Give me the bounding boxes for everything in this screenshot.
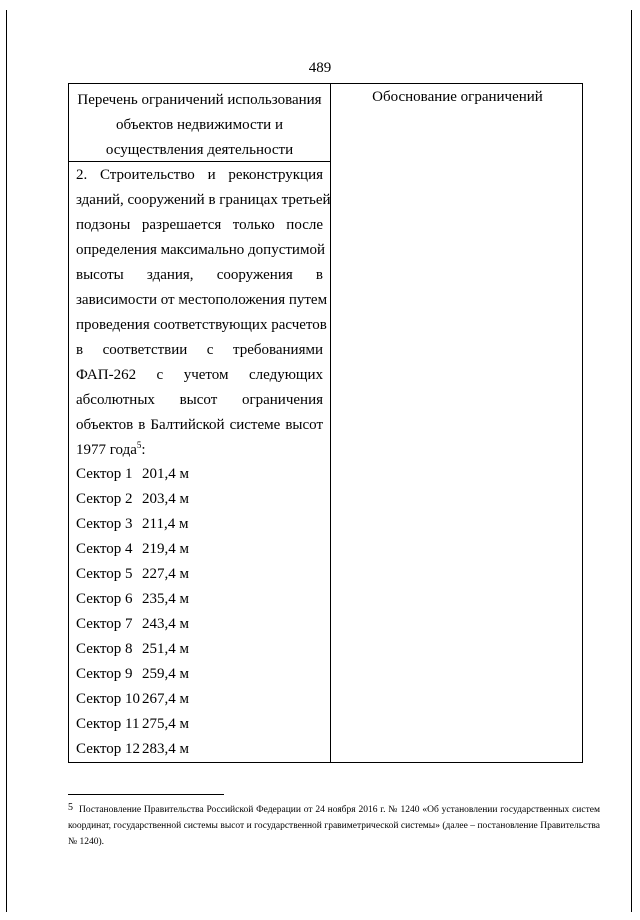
sector-name: Сектор 7 [76, 616, 133, 632]
sector-name: Сектор 8 [76, 641, 133, 657]
sector-row [76, 637, 189, 662]
sector-row [76, 687, 189, 712]
sector-name: Сектор 2 [76, 491, 133, 507]
restriction-paragraph [76, 163, 331, 463]
sector-height: 275,4 м [142, 716, 189, 732]
restrictions-table [68, 83, 583, 763]
sector-name: Сектор 10 [76, 691, 141, 707]
paragraph-last-text: 1977 года [76, 442, 137, 458]
sector-row [76, 487, 189, 512]
page-number: 489 [308, 60, 332, 76]
sector-height: 201,4 м [142, 466, 189, 482]
paragraph-line: ФАП-262 с учетом следующих [76, 367, 323, 383]
paragraph-line: зависимости от местоположения путем [76, 292, 328, 308]
sector-height: 203,4 м [142, 491, 189, 507]
paragraph-line: определения максимально допустимой [76, 242, 325, 258]
paragraph-last-tail: : [141, 442, 146, 458]
paragraph-line: высоты здания, сооружения в [76, 267, 323, 283]
header-left-column [69, 88, 330, 163]
sector-height: 267,4 м [142, 691, 189, 707]
sector-height: 283,4 м [142, 741, 189, 757]
sector-height: 235,4 м [142, 591, 189, 607]
sector-name: Сектор 9 [76, 666, 133, 682]
paragraph-line: в соответствии с требованиями [76, 342, 323, 358]
sector-name: Сектор 5 [76, 566, 133, 582]
sector-row [76, 537, 189, 562]
sector-name: Сектор 1 [76, 466, 133, 482]
sector-row [76, 662, 189, 687]
paragraph-last-line [76, 438, 323, 463]
sector-height: 243,4 м [142, 616, 189, 632]
paragraph-line: абсолютных высот ограничения [76, 392, 323, 408]
sector-height: 211,4 м [142, 516, 189, 532]
footnote-marker: 5 [68, 802, 73, 813]
sector-name: Сектор 4 [76, 541, 133, 557]
paragraph-line: проведения соответствующих расчетов [76, 317, 327, 333]
header-right-column: Обоснование ограничений [372, 89, 543, 105]
sector-name: Сектор 12 [76, 741, 141, 757]
footnote-separator [68, 794, 224, 795]
header-left-line: осуществления деятельности [105, 142, 294, 158]
sector-row [76, 562, 189, 587]
paragraph-line: зданий, сооружений в границах третьей [76, 192, 331, 208]
paragraph-line: объектов в Балтийской системе высот [76, 417, 323, 433]
sector-name: Сектор 11 [76, 716, 140, 732]
sector-row [76, 512, 189, 537]
paragraph-line: подзоны разрешается только после [76, 217, 323, 233]
footnote-text: Постановление Правительства Российской Федерации от 24 ноября 2016 г. № 1240 «Об установлении государственных систем координат, государственной системы высот и государственной гравиметрической системы» (далее – постановление Правительства № 1240). [68, 805, 600, 847]
sector-row [76, 737, 189, 762]
sector-height: 259,4 м [142, 666, 189, 682]
footnote [68, 800, 600, 850]
column-divider [330, 84, 331, 762]
header-left-line: Перечень ограничений использования [77, 92, 322, 108]
sector-height: 219,4 м [142, 541, 189, 557]
sector-name: Сектор 6 [76, 591, 133, 607]
sector-row [76, 587, 189, 612]
paragraph-line: 2. Строительство и реконструкция [76, 167, 323, 183]
sector-row [76, 712, 189, 737]
sector-row [76, 612, 189, 637]
sector-row [76, 462, 189, 487]
sector-height: 227,4 м [142, 566, 189, 582]
header-left-line: объектов недвижимости и [116, 117, 283, 133]
sector-name: Сектор 3 [76, 516, 133, 532]
sector-list [76, 462, 189, 762]
sector-height: 251,4 м [142, 641, 189, 657]
footnote-reference: 5 [136, 440, 142, 450]
